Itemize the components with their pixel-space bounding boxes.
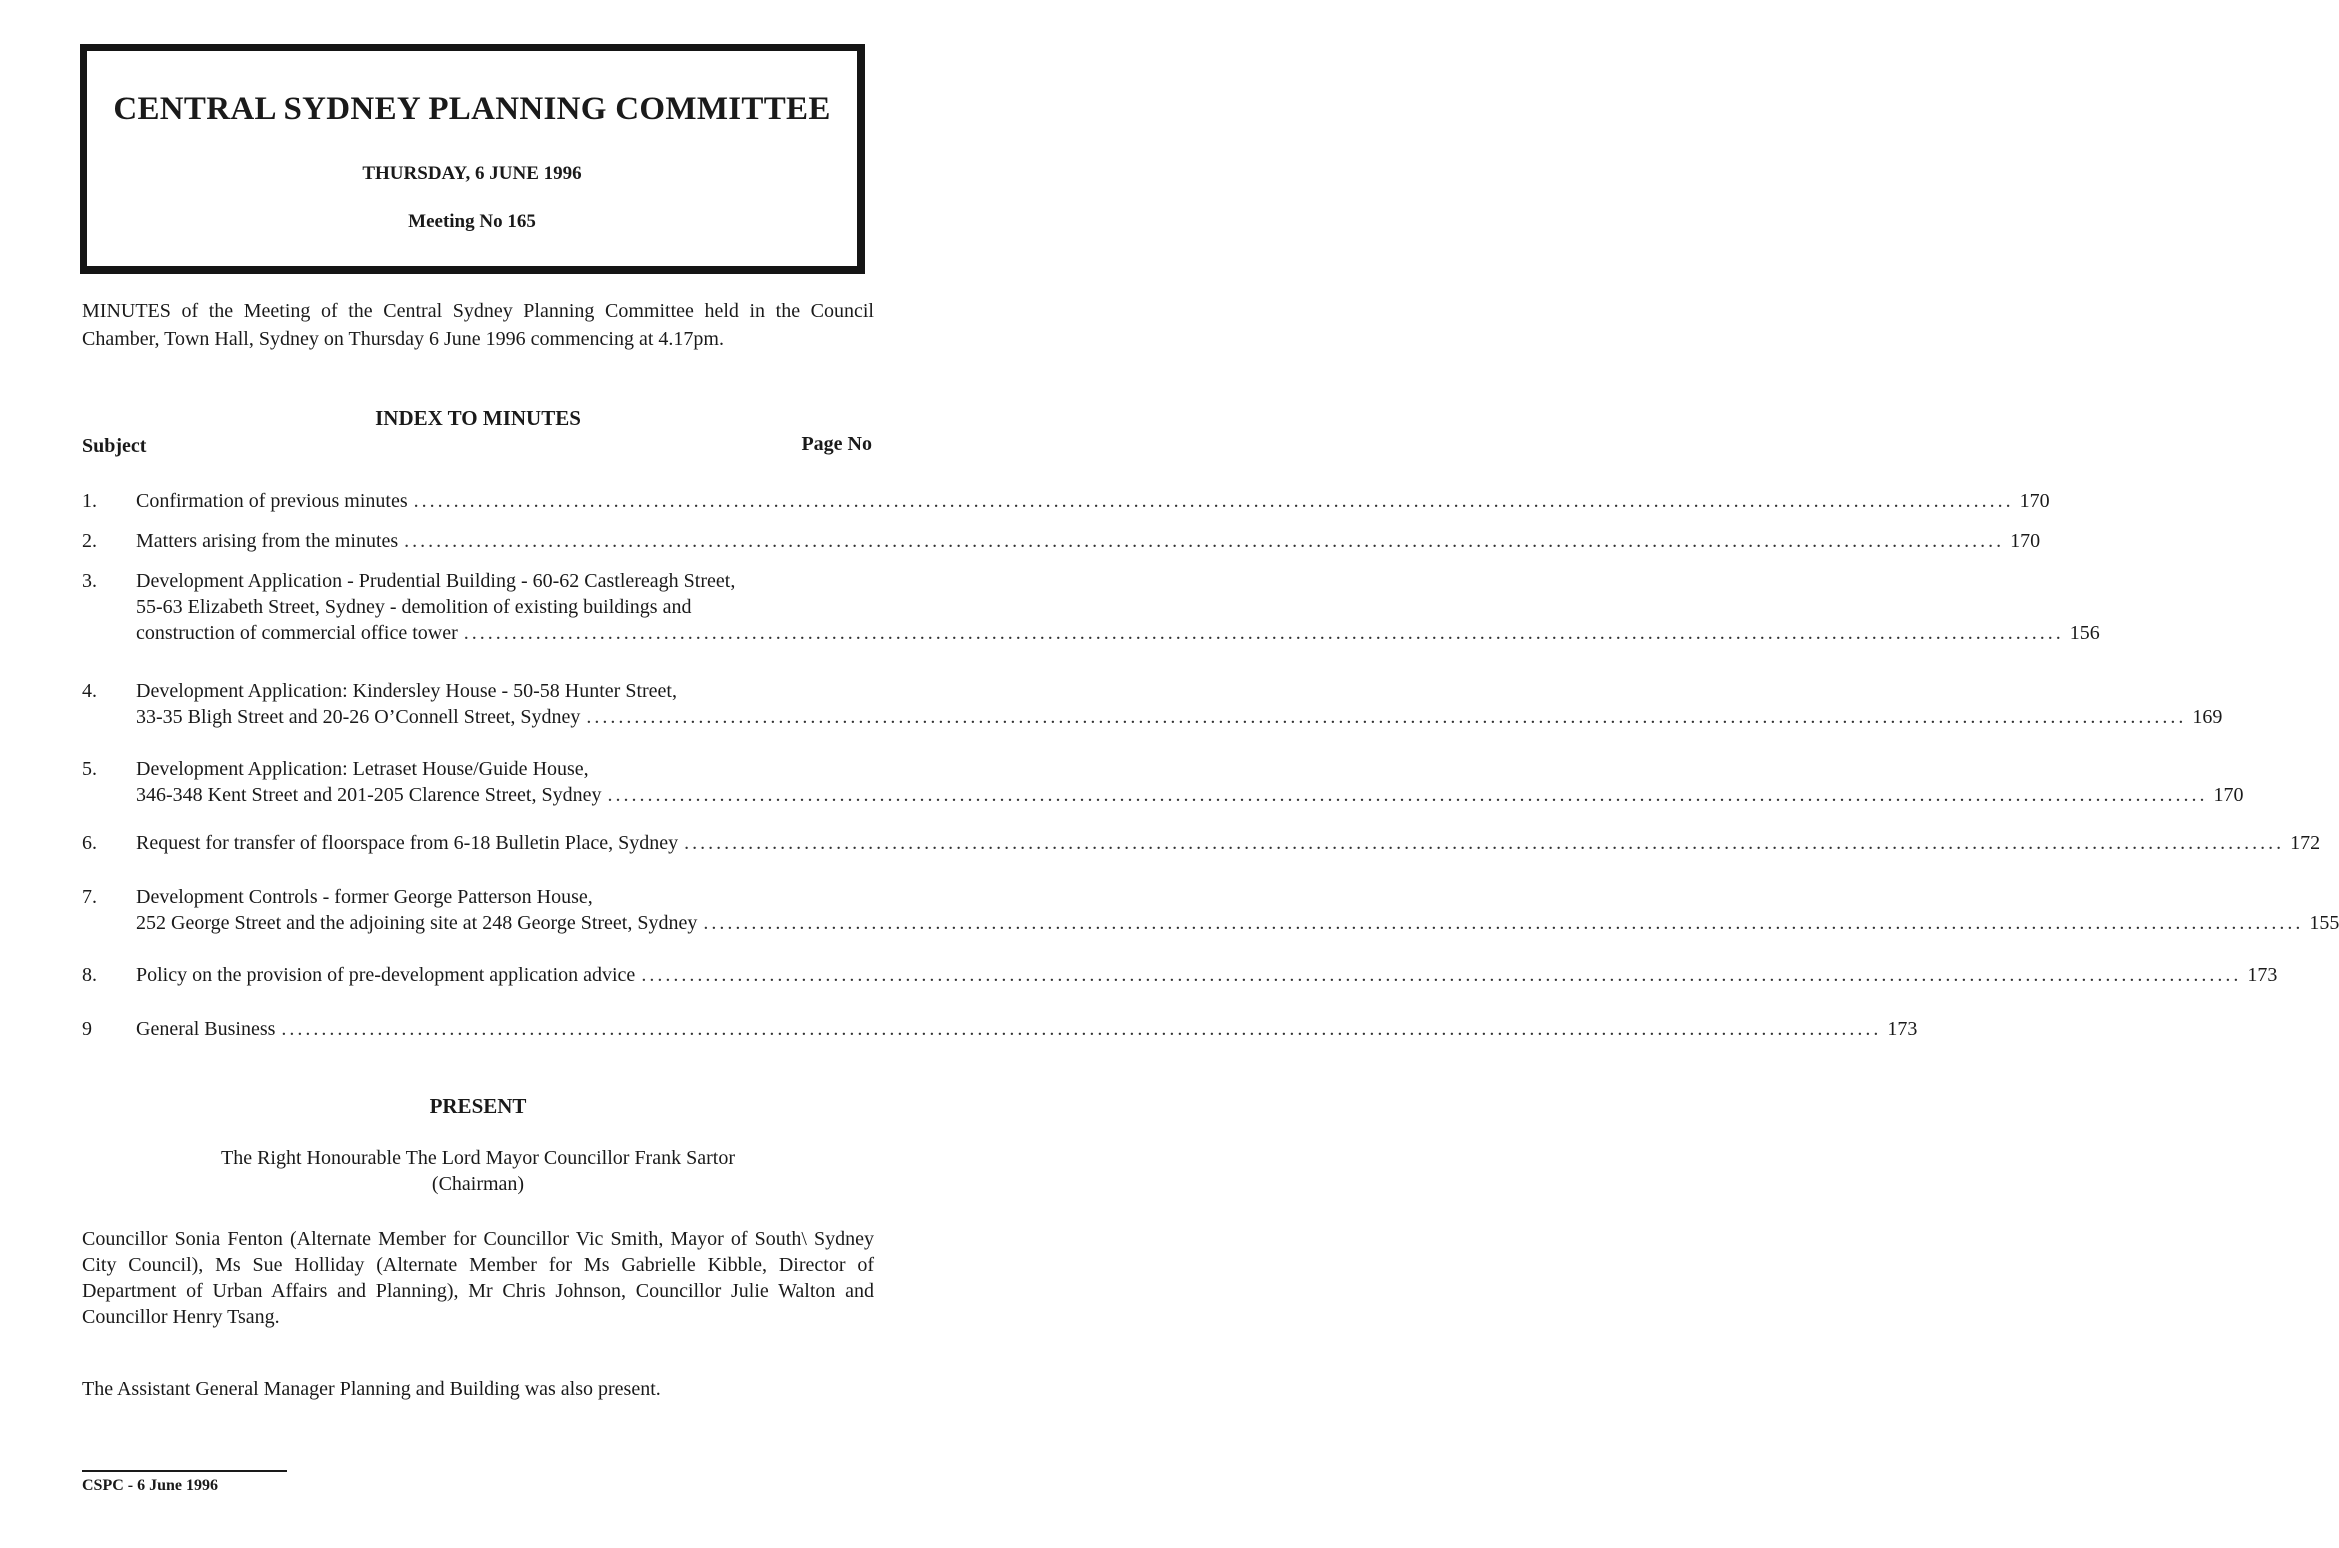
index-item-number: 7.: [82, 886, 97, 908]
dot-leader: ........................................................................................................................................................................................................: [281, 1018, 1882, 1040]
dot-leader: ........................................................................................................................................................................................................: [413, 490, 2014, 512]
index-item-page: 170: [2213, 784, 2244, 806]
index-item-text: 33-35 Bligh Street and 20-26 O’Connell Street, Sydney: [136, 706, 581, 728]
meeting-number: Meeting No 165: [408, 211, 536, 232]
index-item-number: 4.: [82, 680, 97, 702]
index-item-text: Development Application - Prudential Building - 60-62 Castlereagh Street,: [136, 570, 736, 592]
index-item-page: 169: [2192, 706, 2223, 728]
chairman-name: The Right Honourable The Lord Mayor Councillor Frank Sartor: [221, 1147, 735, 1169]
index-item-page: 173: [2247, 964, 2278, 986]
chairman-block: [0, 1145, 956, 1197]
index-item: [82, 962, 2278, 988]
dot-leader: ........................................................................................................................................................................................................: [703, 912, 2304, 934]
present-heading: PRESENT: [429, 1094, 527, 1118]
index-item: [82, 678, 2223, 730]
index-item-text: Request for transfer of floorspace from 6-18 Bulletin Place, Sydney: [136, 832, 679, 854]
index-item: [82, 756, 2244, 808]
index-item-number: 5.: [82, 758, 97, 780]
index-item: [82, 568, 2100, 646]
index-item: [82, 830, 2321, 856]
index-item-page: 173: [1887, 1018, 1918, 1040]
index-item-page: 155: [2309, 912, 2339, 934]
index-item-number: 2.: [82, 530, 97, 552]
index-item-text: 346-348 Kent Street and 201-205 Clarence Street, Sydney: [136, 784, 602, 806]
index-item-text: Matters arising from the minutes: [136, 530, 399, 552]
index-item-page: 170: [2019, 490, 2050, 512]
members-paragraph: Councillor Sonia Fenton (Alternate Member for Councillor Vic Smith, Mayor of South\ Sydney City Council), Ms Sue Holliday (Alternate Member for Ms Gabrielle Kibble, Director of Department of Urban Affairs and Planning), Mr Chris Johnson, Councillor Julie Walton and Councillor Henry Tsang.: [82, 1228, 874, 1328]
index-item: [82, 1016, 1918, 1042]
chairman-role: (Chairman): [431, 1173, 525, 1195]
dot-leader: ........................................................................................................................................................................................................: [641, 964, 2242, 986]
index-item-page: 172: [2290, 832, 2321, 854]
index-item: [82, 884, 2339, 936]
index-item-text: Development Application: Kindersley House - 50-58 Hunter Street,: [136, 680, 677, 702]
index-item-text: Confirmation of previous minutes: [136, 490, 408, 512]
index-item-number: 3.: [82, 570, 97, 592]
dot-leader: ........................................................................................................................................................................................................: [404, 530, 2005, 552]
index-heading: INDEX TO MINUTES: [375, 406, 581, 430]
index-item-text: Development Application: Letraset House/Guide House,: [136, 758, 589, 780]
index-item-text: 55-63 Elizabeth Street, Sydney - demolition of existing buildings and: [136, 596, 692, 618]
intro-paragraph: MINUTES of the Meeting of the Central Sydney Planning Committee held in the Council Chamber, Town Hall, Sydney on Thursday 6 June 1996 commencing at 4.17pm.: [82, 300, 874, 350]
index-item: [82, 528, 2041, 554]
index-item-text: 252 George Street and the adjoining site at 248 George Street, Sydney: [136, 912, 698, 934]
page-column-label: Page No: [801, 433, 872, 455]
footer-rule: [82, 1470, 287, 1472]
page-footer: CSPC - 6 June 1996: [82, 1477, 219, 1494]
dot-leader: ........................................................................................................................................................................................................: [463, 622, 2064, 644]
title-box: [80, 44, 865, 274]
index-item-number: 1.: [82, 490, 97, 512]
index-item-text: Policy on the provision of pre-development application advice: [136, 964, 636, 986]
also-present-line: The Assistant General Manager Planning and Building was also present.: [82, 1378, 661, 1400]
index-item-number: 9: [82, 1018, 92, 1040]
dot-leader: ........................................................................................................................................................................................................: [684, 832, 2285, 854]
index-item-number: 8.: [82, 964, 97, 986]
index-item-number: 6.: [82, 832, 97, 854]
index-item-page: 156: [2069, 622, 2100, 644]
index-item: [82, 488, 2050, 514]
index-item-text: General Business: [136, 1018, 276, 1040]
meeting-date: THURSDAY, 6 JUNE 1996: [362, 163, 582, 184]
subject-column-label: Subject: [82, 435, 147, 457]
dot-leader: ........................................................................................................................................................................................................: [586, 706, 2187, 728]
index-item-page: 170: [2010, 530, 2041, 552]
dot-leader: ........................................................................................................................................................................................................: [607, 784, 2208, 806]
document-title: CENTRAL SYDNEY PLANNING COMMITTEE: [113, 91, 831, 127]
index-item-text: construction of commercial office tower: [136, 622, 458, 644]
index-item-text: Development Controls - former George Patterson House,: [136, 886, 593, 908]
